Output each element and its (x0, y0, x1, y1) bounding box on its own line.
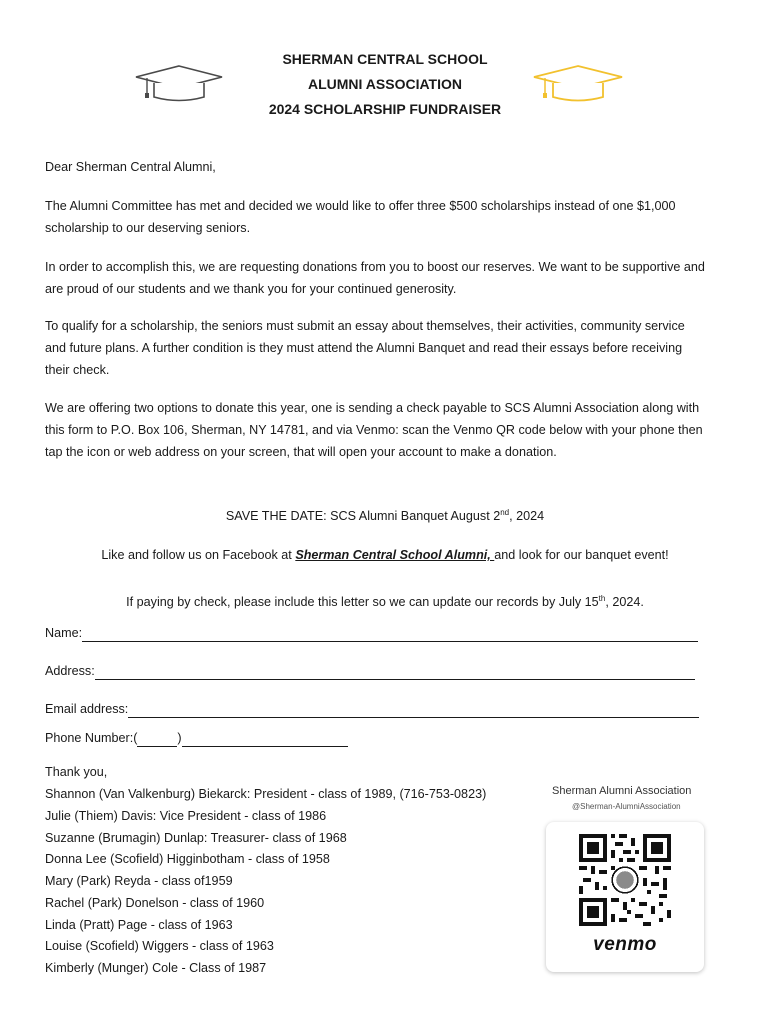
header-association: ALUMNI ASSOCIATION (308, 76, 462, 92)
email-label: Email address: (45, 702, 129, 716)
save-the-date: SAVE THE DATE: SCS Alumni Banquet August 2nd, 2024 (225, 508, 545, 524)
salutation: Dear Sherman Central Alumni, (45, 160, 216, 174)
signer-line: Mary (Park) Reyda - class of1959 (45, 874, 233, 888)
signer-line: Suzanne (Brumagin) Dunlap: Treasurer- class of 1968 (45, 831, 347, 845)
address-field[interactable] (45, 662, 695, 680)
name-label: Name: (45, 626, 83, 640)
qr-code-icon[interactable] (579, 834, 671, 926)
paragraph-qualify: To qualify for a scholarship, the seniors must submit an essay about themselves, their activities, community service and future plans. A further condition is they must attend the Alumni Banquet and read their essays before receiving their check. (45, 319, 685, 377)
phone-label: Phone Number:( (45, 731, 138, 745)
facebook-line: Like and follow us on Facebook at Sherman Central School Alumni, and look for our banquet event! (101, 548, 669, 562)
paragraph-options: We are offering two options to donate this year, one is sending a check payable to SCS Alumni Association along with this form to P.O. Box 106, Sherman, NY 14781, and via Venmo: scan the Venmo QR code below with your phone then tap the icon or web address on your screen, that will open your account to make a donation. (45, 401, 703, 459)
venmo-account-name: Sherman Alumni Association (552, 785, 692, 797)
address-line[interactable] (95, 665, 695, 680)
check-note: If paying by check, please include this letter so we can update our records by July 15th, 2024. (126, 594, 644, 610)
name-line[interactable] (82, 627, 698, 642)
phone-number-line[interactable] (182, 732, 348, 747)
email-field[interactable] (45, 700, 699, 718)
venmo-logo: venmo (593, 934, 657, 955)
signer-line: Rachel (Park) Donelson - class of 1960 (45, 896, 265, 910)
email-line[interactable] (128, 703, 699, 718)
signer-line: Linda (Pratt) Page - class of 1963 (45, 918, 233, 932)
address-label: Address: (45, 664, 95, 678)
facebook-link[interactable]: Sherman Central School Alumni, (295, 548, 495, 562)
paragraph-donations: In order to accomplish this, we are requesting donations from you to boost our reserves. We want to be supportive and are proud of our students and we thank you for your continued generosity. (45, 260, 705, 296)
signer-line: Donna Lee (Scofield) Higginbotham - class of 1958 (45, 852, 330, 866)
letter-header (0, 47, 770, 122)
signer-line: Louise (Scofield) Wiggers - class of 1963 (45, 939, 274, 953)
name-field[interactable] (45, 624, 698, 642)
phone-field[interactable]: Phone Number:( ) (45, 729, 348, 747)
signer-line: Kimberly (Munger) Cole - Class of 1987 (45, 961, 267, 975)
header-fundraiser: 2024 SCHOLARSHIP FUNDRAISER (268, 101, 502, 117)
phone-area-line[interactable] (137, 732, 177, 747)
thank-you: Thank you, (45, 765, 108, 779)
venmo-card[interactable] (546, 822, 704, 972)
signer-line: Julie (Thiem) Davis: Vice President - class of 1986 (45, 809, 327, 823)
paragraph-scholarships: The Alumni Committee has met and decided we would like to offer three $500 scholarships instead of one $1,000 scholarship to our deserving seniors. (45, 199, 676, 235)
header-school: SHERMAN CENTRAL SCHOOL (282, 51, 488, 67)
signer-line: Shannon (Van Valkenburg) Biekarck: President - class of 1989, (716-753-0823) (45, 787, 487, 801)
venmo-handle: @Sherman-AlumniAssociation (572, 802, 681, 811)
